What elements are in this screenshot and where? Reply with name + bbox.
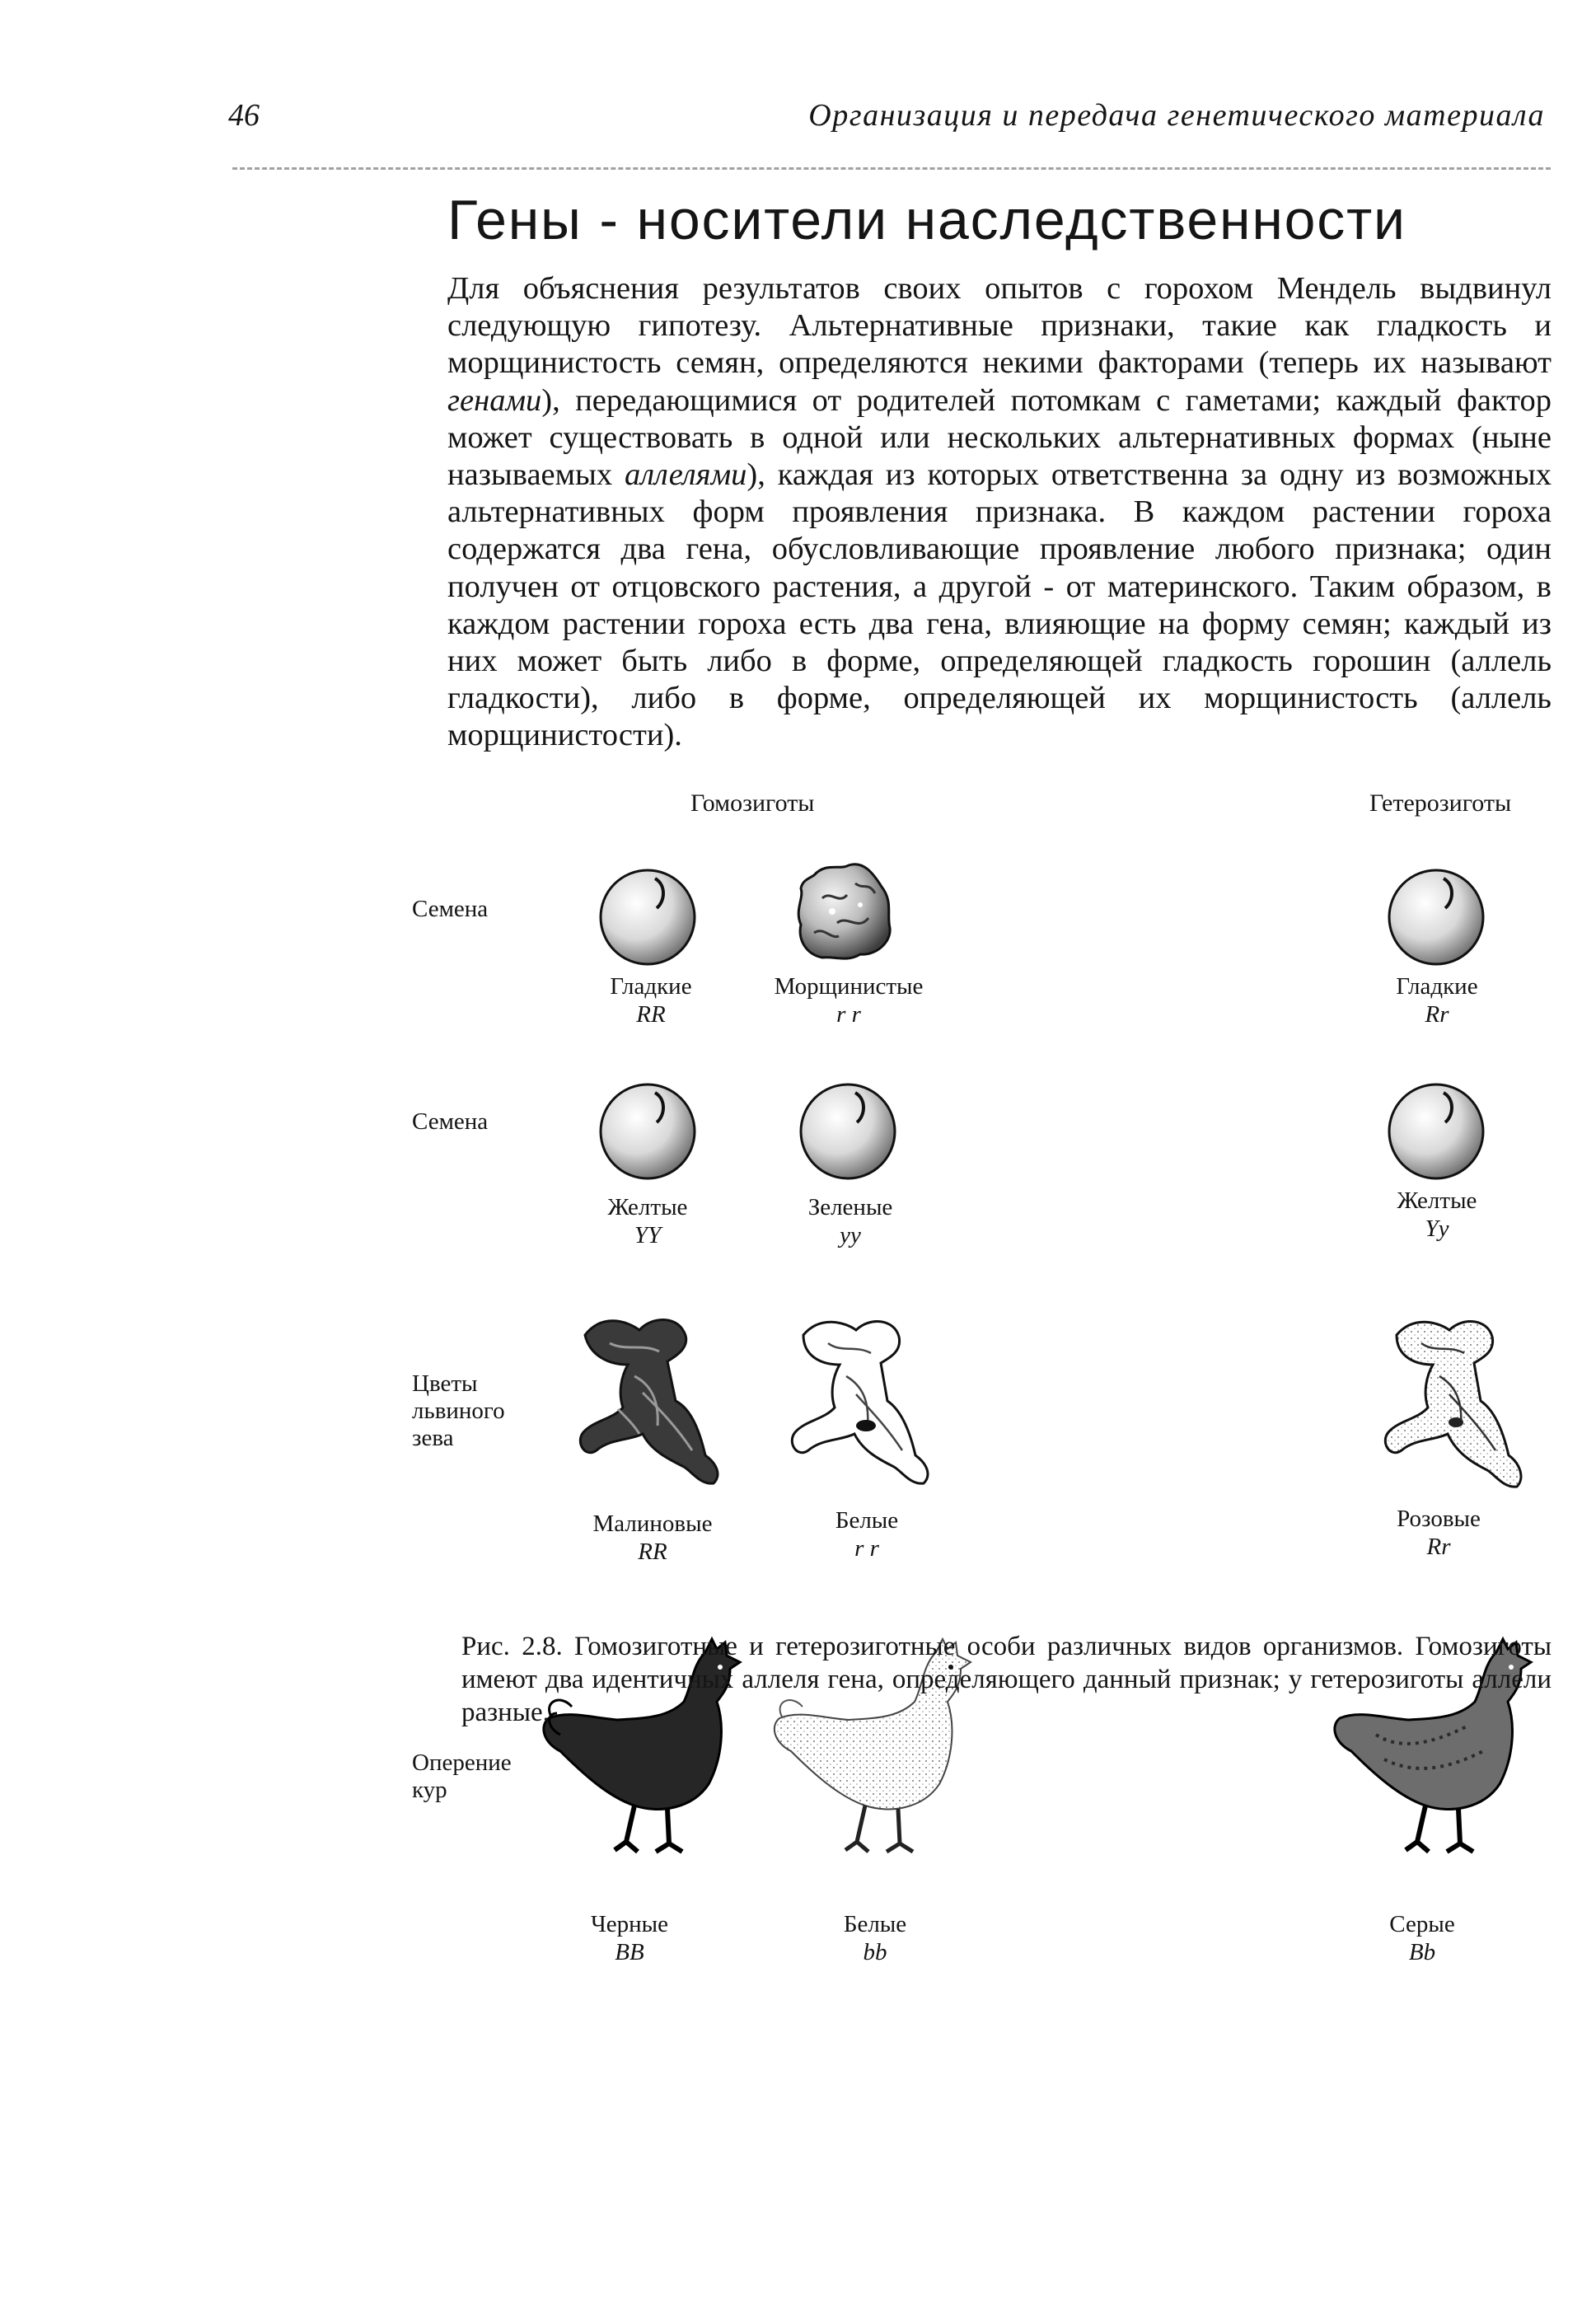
genotype: RR: [638, 1539, 667, 1565]
running-title: Организация и передача генетического материала: [808, 98, 1545, 133]
caption-smooth-heterozygote: [1330, 972, 1544, 1028]
trait-name: Зеленые: [807, 1194, 893, 1220]
trait-name: Гладкие: [610, 973, 692, 1000]
trait-name: Серые: [1389, 1911, 1455, 1937]
term-alleles: аллелями: [624, 457, 747, 493]
genotype: r r: [836, 1001, 861, 1028]
column-header-homozygotes: Гомозиготы: [690, 789, 815, 817]
caption-gray-hen: [1315, 1910, 1529, 1966]
genotype: Rr: [1426, 1534, 1451, 1560]
trait-name: Малиновые: [592, 1511, 713, 1537]
body-paragraph: [447, 270, 1552, 755]
caption-crimson: [545, 1510, 760, 1566]
caption-white-flower: [760, 1506, 974, 1562]
genotype: YY: [634, 1222, 662, 1248]
smooth-pea-icon: [1384, 865, 1488, 969]
row-label-hen-plumage: Оперение кур: [412, 1750, 512, 1803]
paragraph-text-3: ), каждая из которых ответственна за одну из возможных альтернативных форм проявления признака. В каждом растении гороха содержатся два гена, обусловливающие проявление любого признака; один получен от отцовского растения, а другой - от материнского. Таким образом, в каждом растении гороха есть два гена, влияющие на форму семян; каждый из них может быть либо в форме, определяющей гладкость горошин (аллель гладкости), либо в форме, определяющей их морщинистость (аллель морщинистости).: [447, 457, 1552, 753]
page-number: 46: [228, 98, 260, 133]
white-snapdragon-icon: [770, 1310, 952, 1492]
trait-name: Черные: [590, 1911, 669, 1937]
caption-yellow-heterozygote: [1330, 1187, 1544, 1243]
caption-wrinkled: [742, 972, 956, 1028]
genotype: Yy: [1425, 1216, 1449, 1242]
genotype: BB: [615, 1939, 644, 1965]
genotype: Bb: [1408, 1939, 1436, 1965]
caption-smooth-homozygote: [544, 972, 758, 1028]
caption-pink-flower: [1332, 1505, 1546, 1561]
trait-name: Белые: [843, 1911, 907, 1937]
genotype: yy: [840, 1222, 861, 1248]
row-label-seed-color: Семена: [412, 1108, 489, 1135]
yellow-pea-icon: [596, 1080, 700, 1183]
yellow-pea-icon: [1384, 1080, 1488, 1183]
trait-name: Морщинистые: [774, 973, 924, 1000]
wrinkled-pea-icon: [789, 857, 898, 966]
caption-white-hen: [768, 1910, 982, 1966]
figure-caption: Рис. 2.8. Гомозиготные и гетерозиготные особи различных видов организмов. Гомозиготы имеют два идентичных аллеля гена, определяющего данный признак; у гетерозиготы аллели разные.: [461, 1632, 1552, 1727]
header-rule: [232, 167, 1551, 170]
paragraph-text-2: ), передающимися от родителей потомкам с гаметами; каждый фактор может существовать в одной или нескольких альтернативных формах (ныне называемых: [447, 382, 1552, 493]
trait-name: Розовые: [1397, 1506, 1481, 1532]
smooth-pea-icon: [596, 865, 700, 969]
crimson-snapdragon-icon: [560, 1310, 742, 1492]
section-title: Гены - носители наследственности: [447, 189, 1406, 251]
caption-green: [743, 1193, 957, 1249]
row-label-snapdragon: Цветы львиного зева: [412, 1370, 505, 1451]
genotype: Rr: [1425, 1001, 1449, 1028]
trait-name: Гладкие: [1396, 973, 1478, 1000]
caption-black-hen: [522, 1910, 737, 1966]
green-pea-icon: [796, 1080, 900, 1183]
trait-name: Белые: [835, 1507, 899, 1534]
term-genes: генами: [447, 382, 542, 418]
row-label-seed-shape: Семена: [412, 896, 489, 922]
column-header-heterozygotes: Гетерозиготы: [1369, 789, 1512, 817]
genotype: RR: [636, 1001, 666, 1028]
genotype: r r: [854, 1535, 879, 1562]
paragraph-text-1: Для объяснения результатов своих опытов с горохом Мендель выдвинул следующую гипотезу. Альтернативные признаки, такие как гладкость и морщинистость семян, определяются некими факторами (теперь их называют: [447, 271, 1552, 381]
trait-name: Желтые: [607, 1194, 688, 1220]
genotype: bb: [863, 1939, 887, 1965]
trait-name: Желтые: [1397, 1187, 1477, 1214]
pink-snapdragon-icon: [1364, 1310, 1545, 1500]
caption-yellow-homozygote: [541, 1193, 755, 1249]
